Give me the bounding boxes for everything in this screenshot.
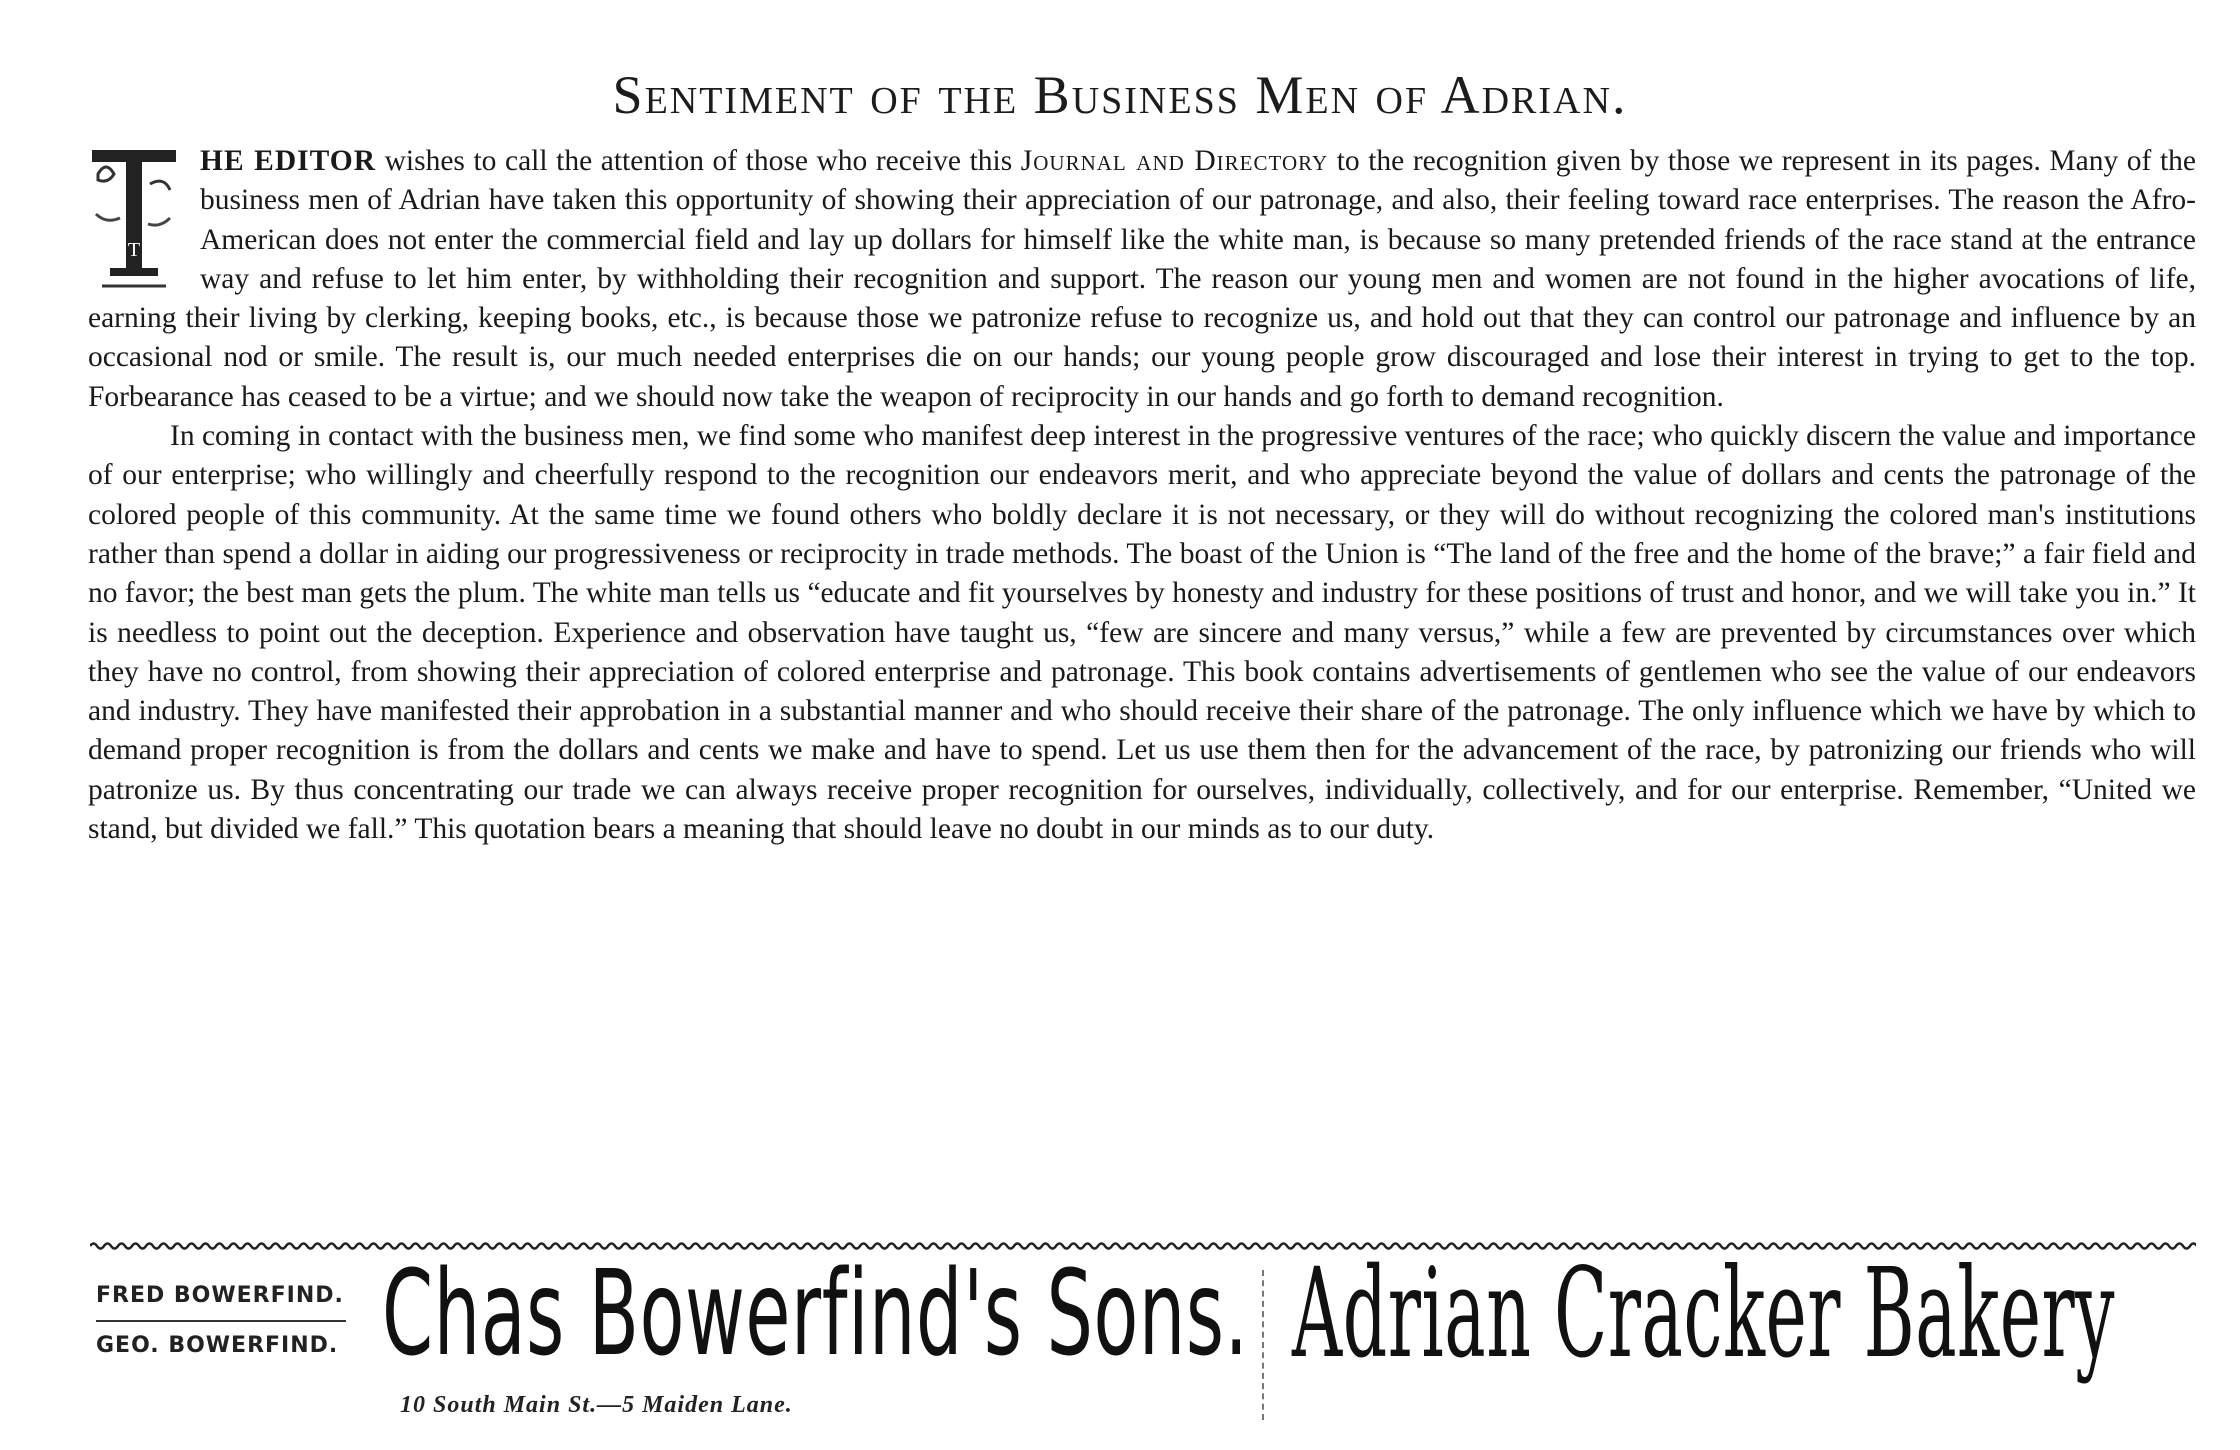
ad-separator: [1262, 1270, 1264, 1420]
svg-text:T: T: [127, 239, 141, 261]
proprietor-divider: [96, 1320, 346, 1322]
paragraph-1: [88, 142, 2196, 417]
ornate-dropcap: [88, 144, 180, 294]
firm-name: Chas Bowerfind's Sons.: [382, 1244, 1249, 1382]
bakery-name: Adrian Cracker Bakery: [1292, 1242, 2116, 1386]
paragraph-1-text-a: wishes to call the attention of those who receive this: [376, 145, 1021, 177]
page-title: Sentiment of the Business Men of Adrian.: [612, 65, 1628, 126]
paragraph-2: In coming in contact with the business men, we find some who manifest deep interest in the progressive ventures of the race; who quickly discern the value and importance of our enterprise; who willingly and cheerfully respond to the recognition our endeavors merit, and who appreciate beyond the value of dollars and cents the patronage of the colored people of this community. At the same time we found others who boldly declare it is not necessary, or they will do without recognizing the colored man's institutions rather than spend a dollar in aiding our progressiveness or reciprocity in trade methods. The boast of the Union is “The land of the free and the home of the brave;” a fair field and no favor; the best man gets the plum. The white man tells us “educate and fit yourselves by honesty and industry for these positions of trust and honor, and we will take you in.” It is needless to point out the deception. Experience and observation have taught us, “few are sincere and many versus,” while a few are prevented by circumstances over which they have no control, from showing their appreciation of colored enterprise and patronage. This book contains advertisements of gentlemen who see the value of our endeavors and industry. They have manifested their approbation in a substantial manner and who should receive their share of the patronage. The only influence which we have by which to demand proper recognition is from the dollars and cents we make and have to spend. Let us use them then for the advancement of the race, by patronizing our friends who will patronize us. By thus concentrating our trade we can always receive proper recognition for ourselves, individually, collectively, and for our enterprise. Remember, “United we stand, but divided we fall.” This quotation bears a meaning that should leave no doubt in our minds as to our duty.: [88, 420, 2196, 846]
proprietor-name-2: GEO. BOWERFIND.: [96, 1333, 339, 1358]
lead-words: HE EDITOR: [200, 145, 377, 177]
proprietor-name-1: FRED BOWERFIND.: [96, 1283, 344, 1308]
editorial-article: [88, 142, 2196, 849]
journal-name: Journal and Directory: [1020, 145, 1329, 177]
proprietor-names: [96, 1280, 354, 1362]
firm-address: 10 South Main St.—5 Maiden Lane.: [400, 1392, 793, 1418]
dropcap-ornament-icon: [88, 144, 180, 294]
paragraph-1-text-b: to the recognition given by those we represent in its pages. Many of the business men of Adrian have taken this opportunity of showing their appreciation of our patronage, and also, their feeling toward race enterprises. The reason the Afro-American does not enter the commercial field and lay up dollars for himself like the white man, is because so many pretended friends of the race stand at the entrance way and refuse to let him enter, by withholding their recognition and support. The reason our young men and women are not found in the higher avocations of life, earning their living by clerking, keeping books, etc., is because those we patronize refuse to recognize us, and hold out that they can control our patronage and influence by an occasional nod or smile. The result is, our much needed enterprises die on our hands; our young people grow discouraged and lose their interest in trying to get to the top. Forbearance has ceased to be a virtue; and we should now take the weapon of reciprocity in our hands and go forth to demand recognition.: [88, 145, 2196, 413]
